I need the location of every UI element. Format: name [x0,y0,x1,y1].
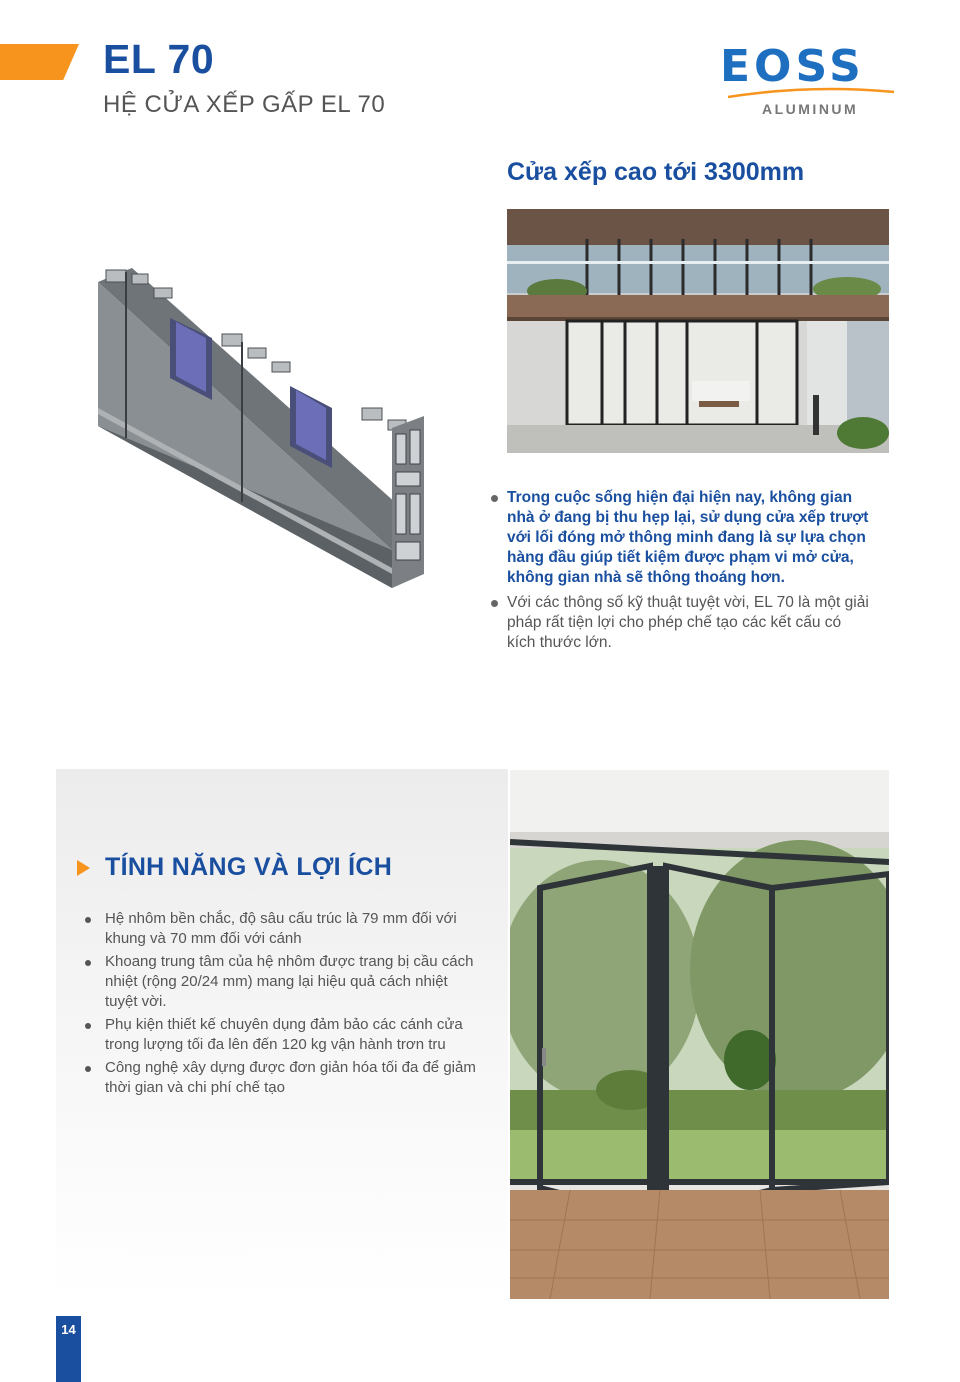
features-heading [77,853,392,882]
aluminum-profile-image [92,258,432,598]
list-item: Với các thông số kỹ thuật tuyệt vời, EL 70 là một giải pháp rất tiện lợi cho phép chế tạo các kết cấu có kích thước lớn. [490,593,870,653]
triangle-bullet-icon [77,860,90,876]
page-number: 14 [61,1322,76,1337]
features-heading-text: TÍNH NĂNG VÀ LỢI ÍCH [105,853,393,881]
orange-corner-tab [0,44,79,80]
features-list [84,909,484,1101]
folding-door-photo [510,770,889,1299]
product-model-title: EL 70 [103,36,215,82]
house-photo [507,209,889,453]
intro-list [490,488,870,658]
list-item: Phụ kiện thiết kế chuyên dụng đảm bảo các cánh cửa trong lượng tối đa lên đến 120 kg vận hành trơn tru [84,1015,484,1055]
logo-subtext: ALUMINUM [762,101,859,117]
logo-wordmark: EOSS [720,41,865,92]
list-item: Hệ nhôm bền chắc, độ sâu cấu trúc là 79 mm đối với khung và 70 mm đối với cánh [84,909,484,949]
logo-swoosh-icon [726,86,896,100]
eoss-logo [720,42,896,122]
list-item: Trong cuộc sống hiện đại hiện nay, không gian nhà ở đang bị thu hẹp lại, sử dụng cửa xếp trượt với lối đóng mở thông minh đang là sự lựa chọn hàng đầu giúp tiết kiệm được phạm vi mở cửa, không gian nhà sẽ thông thoáng hơn. [490,488,870,588]
height-heading: Cửa xếp cao tới 3300mm [507,158,805,186]
list-item: Khoang trung tâm của hệ nhôm được trang bị cầu cách nhiệt (rộng 20/24 mm) mang lại hiệu quả cách nhiệt tuyệt vời. [84,952,484,1012]
product-subtitle: HỆ CỬA XẾP GẤP EL 70 [103,91,386,118]
list-item: Công nghệ xây dựng được đơn giản hóa tối đa để giảm thời gian và chi phí chế tạo [84,1058,484,1098]
